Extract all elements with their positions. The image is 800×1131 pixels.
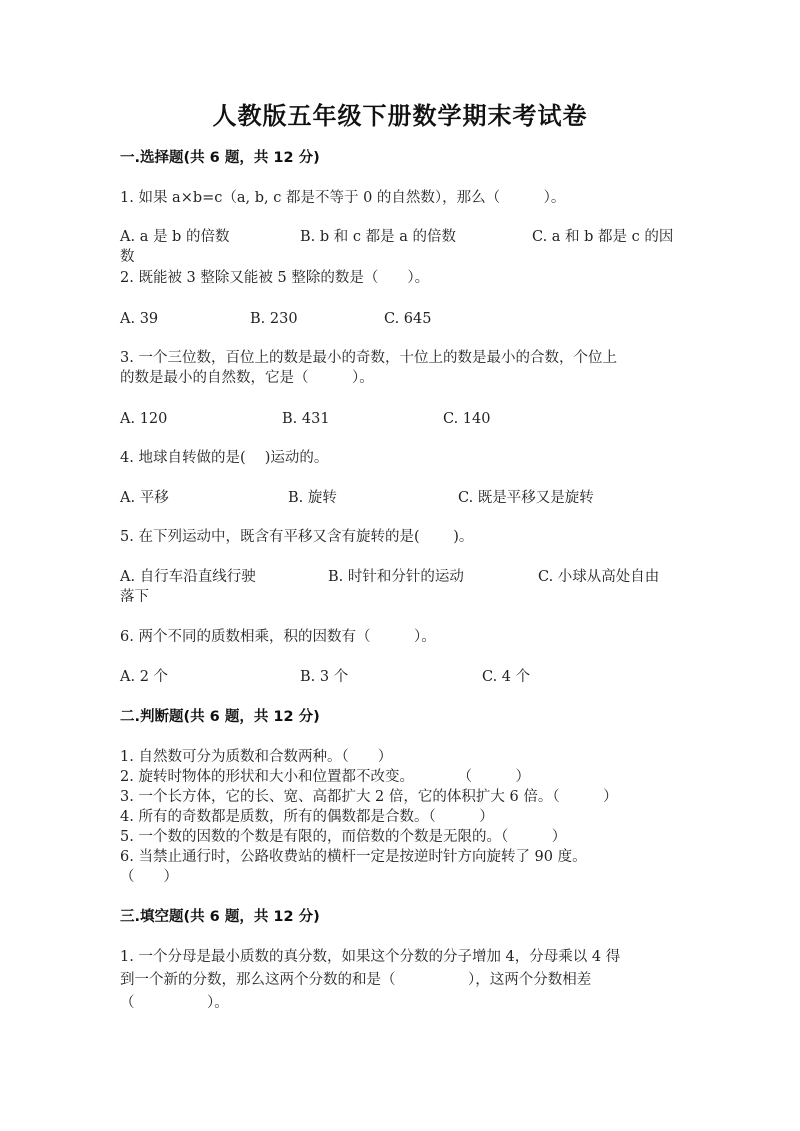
option-b: B. 431 [282,411,330,427]
question-stem: 2. 既能被 3 整除又能被 5 整除的数是（ ）。 [120,270,430,286]
option-a: A. 2 个 [120,669,169,685]
fill-item-cont: （ ）。 [120,995,229,1011]
question-stem: 3. 一个三位数，百位上的数是最小的奇数，十位上的数是最小的合数，个位上 [120,350,617,366]
option-b: B. 旋转 [288,490,337,506]
section-heading-judge: 二.判断题(共 6 题，共 12 分) [120,709,320,725]
option-a: A. 平移 [120,490,169,506]
judge-item: 4. 所有的奇数都是质数，所有的偶数都是合数。（ ） [120,809,494,825]
option-b: B. b 和 c 都是 a 的倍数 [300,229,456,245]
option-a: A. 39 [120,311,159,327]
option-b: B. 230 [250,311,298,327]
option-c: C. 140 [443,411,491,427]
section-heading-fill: 三.填空题(共 6 题，共 12 分) [120,909,320,925]
option-a: A. 自行车沿直线行驶 [120,569,256,585]
option-wrap: 数 [120,249,135,265]
fill-item-cont: 到一个新的分数，那么这两个分数的和是（ ），这两个分数相差 [120,972,592,988]
option-c: C. 645 [384,311,432,327]
option-wrap: 落下 [120,589,149,605]
option-c: C. 小球从高处自由 [538,569,660,585]
judge-item: 2. 旋转时物体的形状和大小和位置都不改变。 （ ） [120,769,530,785]
section-heading-choice: 一.选择题(共 6 题，共 12 分) [120,150,320,166]
question-stem: 4. 地球自转做的是( )运动的。 [120,450,329,466]
option-c: C. 既是平移又是旋转 [458,490,594,506]
judge-item: 6. 当禁止通行时，公路收费站的横杆一定是按逆时针方向旋转了 90 度。 [120,849,587,865]
judge-item: 1. 自然数可分为质数和合数两种。（ ） [120,749,393,765]
question-stem-cont: 的数是最小的自然数，它是（ ）。 [120,370,374,386]
option-a: A. a 是 b 的倍数 [120,229,230,245]
judge-item-cont: （ ） [120,869,178,885]
question-stem: 6. 两个不同的质数相乘，积的因数有（ ）。 [120,629,436,645]
judge-item: 5. 一个数的因数的个数是有限的，而倍数的个数是无限的。（ ） [120,829,567,845]
judge-item: 3. 一个长方体，它的长、宽、高都扩大 2 倍，它的体积扩大 6 倍。（ ） [120,789,618,805]
page-title: 人教版五年级下册数学期末考试卷 [212,102,588,130]
question-stem: 1. 如果 a×b=c（a, b, c 都是不等于 0 的自然数），那么（ ）。 [120,190,566,206]
option-c: C. a 和 b 都是 c 的因 [532,229,674,245]
option-b: B. 3 个 [300,669,349,685]
option-a: A. 120 [120,411,168,427]
fill-item: 1. 一个分母是最小质数的真分数，如果这个分数的分子增加 4，分母乘以 4 得 [120,949,621,965]
option-c: C. 4 个 [482,669,531,685]
question-stem: 5. 在下列运动中，既含有平移又含有旋转的是( )。 [120,529,474,545]
option-b: B. 时针和分针的运动 [328,569,464,585]
